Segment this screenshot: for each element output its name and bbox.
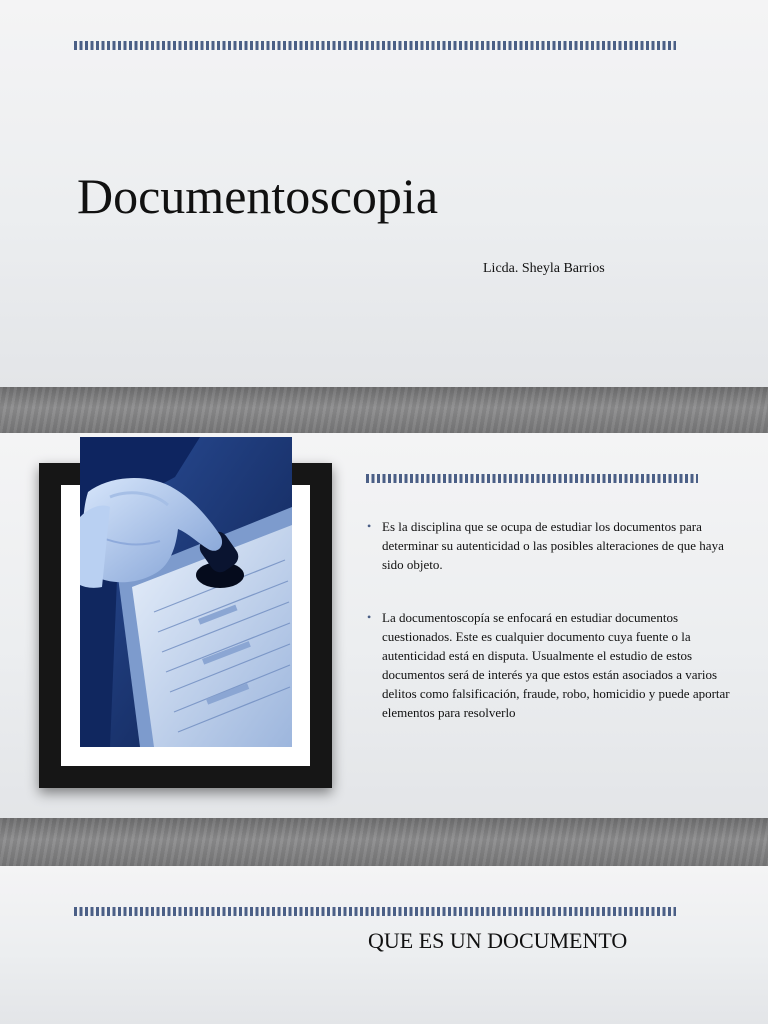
presentation-subtitle: Licda. Sheyla Barrios	[483, 261, 605, 276]
hatched-rule	[366, 474, 698, 483]
hatched-rule	[74, 41, 676, 50]
list-item	[366, 517, 742, 574]
section-title: QUE ES UN DOCUMENTO	[368, 928, 628, 953]
bullet-text: La documentoscopía se enfocará en estudiar documentos cuestionados. Este es cualquier documento cuya fuente o la autenticidad está en disputa. Usualmente el estudio de estos documentos será de interés ya que estos están asociados a varios delitos como falsificación, fraude, robo, homicidio y puede aportar elementos para resolverlo	[382, 610, 730, 720]
bullet-icon: •	[367, 610, 372, 624]
slide-section-header	[0, 866, 768, 1024]
hatched-rule	[74, 907, 676, 916]
bullet-icon: •	[367, 519, 372, 533]
slide-divider	[0, 818, 768, 866]
presentation-title: Documentoscopia	[77, 168, 439, 224]
slide-divider	[0, 387, 768, 433]
slide-definition	[0, 433, 768, 818]
slide-title	[0, 0, 768, 387]
definition-bullet-list	[366, 517, 742, 756]
document-inspection-photo	[80, 437, 292, 747]
list-item	[366, 608, 742, 722]
bullet-text: Es la disciplina que se ocupa de estudiar los documentos para determinar su autenticidad o las posibles alteraciones de que haya sido objeto.	[382, 519, 724, 572]
